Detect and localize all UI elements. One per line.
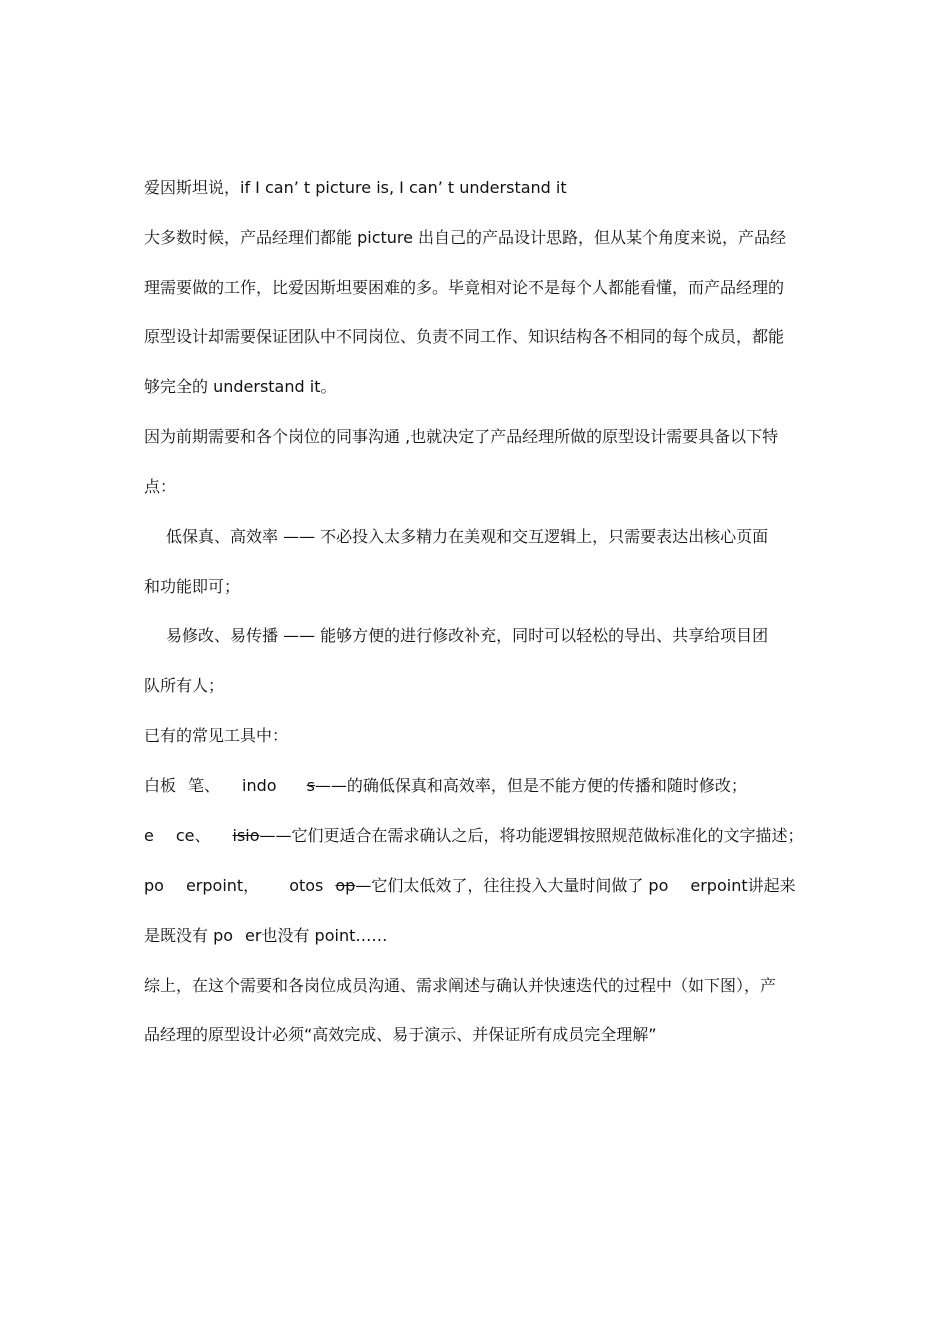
paragraph-line: 因为前期需要和各个岗位的同事沟通 ,也就决定了产品经理所做的原型设计需要具备以下特 [144,427,779,446]
text-fragment: ——的确低保真和高效率，但是不能方便的传播和随时修改； [314,776,747,795]
tool-line-office [144,826,810,846]
tool-line-powerpoint [144,876,810,896]
paragraph-line: 大多数时候，产品经理们都能 picture 出自己的产品设计思路，但从某个角度来说，产品经 [144,228,787,247]
text-fragment: 、 [194,826,211,845]
text-fragment: erpoint， [185,876,260,895]
text-fragment: —它们太低效了，往往投入大量时间做了 po [355,876,669,895]
text-fragment: otos [289,876,324,895]
text-fragment: ——它们更适合在需求确认之后，将功能逻辑按照规范做标准化的文字描述； [259,826,804,845]
paragraph-line: 理需要做的工作，比爱因斯坦要困难的多。毕竟相对论不是每个人都能看懂，而产品经理的 [144,278,785,297]
text-fragment: erpoint讲起来 [690,876,796,895]
feature-line: 低保真、高效率 —— 不必投入太多精力在美观和交互逻辑上，只需要表达出核心页面 [166,527,769,546]
paragraph-line: 点： [144,477,177,496]
feature-line: 队所有人； [144,676,225,695]
struck-fragment: s [306,776,315,795]
text-fragment: 白板 [144,776,177,795]
text-fragment: e [144,826,154,845]
text-fragment: ce [175,826,195,845]
text-fragment: 是既没有 po [144,926,234,945]
paragraph-line: 原型设计却需要保证团队中不同岗位、负责不同工作、知识结构各不相同的每个成员，都能 [144,327,785,346]
summary-line: 综上，在这个需要和各岗位成员沟通、需求阐述与确认并快速迭代的过程中（如下图），产 [144,976,777,995]
paragraph-line: 够完全的 understand it。 [144,377,337,396]
text-fragment: indo [242,776,277,795]
tool-line-whiteboard [144,776,810,796]
text-fragment: po [144,876,164,895]
feature-line: 易修改、易传播 —— 能够方便的进行修改补充，同时可以轻松的导出、共享给项目团 [166,626,769,645]
summary-line: 品经理的原型设计必须“高效完成、易于演示、并保证所有成员完全理解” [144,1025,657,1044]
feature-line: 和功能即可； [144,577,241,596]
text-fragment: er也没有 point…… [245,926,388,945]
einstein-quote: 爱因斯坦说，if I can’ t picture is, I can’ t understand it [144,178,567,197]
tools-heading: 已有的常见工具中： [144,726,289,745]
struck-fragment: isio [232,826,260,845]
struck-fragment: op [335,876,356,895]
text-fragment: 笔、 [188,776,221,795]
tool-line-powerpoint-cont [144,926,810,946]
